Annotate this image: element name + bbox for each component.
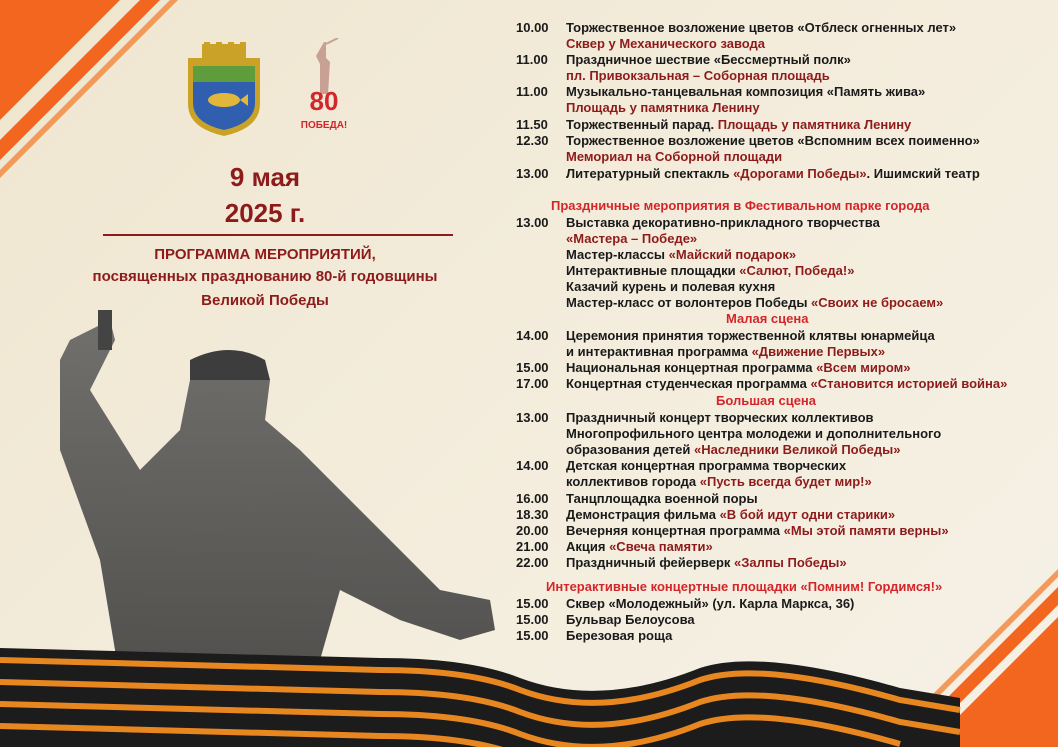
schedule-text: Детская концертная программа творческих xyxy=(566,458,847,473)
schedule-item xyxy=(516,117,911,133)
schedule-text: Праздничный концерт творческих коллективов xyxy=(566,410,874,425)
schedule-tail: . Ишимский театр xyxy=(866,166,980,181)
schedule-place xyxy=(566,68,830,84)
schedule-item xyxy=(566,295,943,311)
schedule-item xyxy=(566,344,885,360)
schedule-place-text: «Движение Первых» xyxy=(751,344,886,359)
schedule-item xyxy=(516,215,880,231)
st-george-ribbon xyxy=(0,638,1000,747)
schedule-place-text: «В бой идут одни старики» xyxy=(719,507,896,522)
schedule-place-text: «Дорогами Победы» xyxy=(733,166,867,181)
schedule-item xyxy=(516,376,1007,392)
schedule-text: коллективов города xyxy=(566,474,700,489)
schedule-text: Акция xyxy=(566,539,610,554)
schedule-item xyxy=(516,596,854,612)
schedule-time: 15.00 xyxy=(516,360,549,375)
schedule-place-text: Площадь у памятника Ленину xyxy=(717,117,912,132)
schedule-text: Выставка декоративно-прикладного творчества xyxy=(566,215,880,230)
schedule-place xyxy=(566,149,782,165)
schedule-time: 17.00 xyxy=(516,376,549,391)
schedule-place-text: «Наследники Великой Победы» xyxy=(693,442,901,457)
schedule-place-text: «Майский подарок» xyxy=(668,247,797,262)
schedule-text: Демонстрация фильма xyxy=(566,507,720,522)
schedule-text: Литературный спектакль xyxy=(566,166,734,181)
schedule-time: 10.00 xyxy=(516,20,549,35)
schedule-place xyxy=(566,36,765,52)
schedule-time: 21.00 xyxy=(516,539,549,554)
schedule-item xyxy=(566,279,775,295)
victory-80-logo xyxy=(296,38,352,138)
schedule-place-text: Площадь у памятника Ленину xyxy=(566,100,760,115)
schedule-time: 14.00 xyxy=(516,458,549,473)
schedule-place-text: «Салют, Победа!» xyxy=(739,263,855,278)
schedule-place-text: Сквер у Механического завода xyxy=(566,36,766,51)
schedule-item xyxy=(516,555,847,571)
schedule-time: 18.30 xyxy=(516,507,549,522)
schedule-time: 14.00 xyxy=(516,328,549,343)
schedule-item xyxy=(566,247,796,263)
schedule-text: Торжественный парад. xyxy=(566,117,718,132)
schedule-time: 20.00 xyxy=(516,523,549,538)
schedule-text: образования детей xyxy=(566,442,694,457)
schedule-text: Торжественное возложение цветов «Отблеск огненных лет» xyxy=(566,20,957,35)
schedule-text: Интерактивные площадки xyxy=(566,263,740,278)
big-stage-heading: Большая сцена xyxy=(716,393,817,408)
schedule-place xyxy=(566,231,697,247)
schedule-item xyxy=(566,426,941,442)
schedule-text: Танцплощадка военной поры xyxy=(566,491,758,506)
schedule-item xyxy=(516,328,935,344)
schedule-text: Торжественное возложение цветов «Вспомним всех поименно» xyxy=(566,133,980,148)
schedule-time: 13.00 xyxy=(516,166,549,181)
schedule-item xyxy=(516,491,758,507)
corner-stripes-top-left xyxy=(0,0,180,180)
program-title: ПРОГРАММА МЕРОПРИЯТИЙ, xyxy=(154,246,376,263)
schedule-text: Казачий курень и полевая кухня xyxy=(566,279,776,294)
schedule-time: 15.00 xyxy=(516,612,549,627)
schedule-place-text: пл. Привокзальная – Соборная площадь xyxy=(566,68,830,83)
schedule-text: Березовая роща xyxy=(566,628,673,643)
schedule-place xyxy=(566,100,760,116)
coat-of-arms-icon xyxy=(182,42,266,138)
schedule-item xyxy=(516,612,695,628)
schedule-text: Церемония принятия торжественной клятвы юнармейца xyxy=(566,328,935,343)
schedule-item xyxy=(516,539,713,555)
title-divider xyxy=(103,234,453,236)
schedule-item xyxy=(516,628,672,644)
schedule-item xyxy=(516,458,846,474)
logo-pobeda-text: ПОБЕДА! xyxy=(300,120,348,131)
schedule-item xyxy=(516,523,949,539)
schedule-place-text: «Своих не бросаем» xyxy=(811,295,944,310)
schedule-item xyxy=(566,263,854,279)
program-subtitle-2: Великой Победы xyxy=(201,292,329,309)
schedule-item xyxy=(516,20,956,36)
schedule-place-text: «Залпы Победы» xyxy=(734,555,847,570)
interactive-heading: Интерактивные концертные площадки «Помним! Гордимся!» xyxy=(546,579,943,594)
date-day: 9 мая xyxy=(229,162,301,192)
schedule-place-text: «Пусть всегда будет мир!» xyxy=(699,474,872,489)
schedule-item xyxy=(516,166,980,182)
festival-heading: Праздничные мероприятия в Фестивальном парке города xyxy=(551,198,930,213)
schedule-time: 15.00 xyxy=(516,596,549,611)
schedule-time: 16.00 xyxy=(516,491,549,506)
schedule-place-text: «Мы этой памяти верны» xyxy=(783,523,949,538)
schedule-place-text: «Становится историей война» xyxy=(810,376,1008,391)
schedule-place-text: «Всем миром» xyxy=(816,360,911,375)
schedule-text: Национальная концертная программа xyxy=(566,360,817,375)
schedule-text: Многопрофильного центра молодежи и дополнительного xyxy=(566,426,942,441)
schedule-item xyxy=(516,410,874,426)
schedule-item xyxy=(516,84,925,100)
small-stage-heading: Малая сцена xyxy=(726,311,809,326)
schedule-text: Мастер-класс от волонтеров Победы xyxy=(566,295,812,310)
schedule-text: Мастер-классы xyxy=(566,247,669,262)
logo-80-text: 80 xyxy=(309,86,339,116)
schedule-text: Вечерняя концертная программа xyxy=(566,523,784,538)
schedule-text: Концертная студенческая программа xyxy=(566,376,811,391)
schedule-time: 11.00 xyxy=(516,84,548,99)
schedule-text: и интерактивная программа xyxy=(566,344,752,359)
date-year: 2025 г. xyxy=(224,198,306,228)
schedule-place-text: «Мастера – Победе» xyxy=(566,231,698,246)
schedule-item xyxy=(516,133,980,149)
schedule-text: Музыкально-танцевальная композиция «Память жива» xyxy=(566,84,926,99)
schedule-time: 22.00 xyxy=(516,555,549,570)
schedule-text: Праздничный фейерверк xyxy=(566,555,735,570)
schedule-place-text: Мемориал на Соборной площади xyxy=(566,149,783,164)
schedule-item xyxy=(516,360,910,376)
schedule-time: 12.30 xyxy=(516,133,549,148)
schedule-time: 13.00 xyxy=(516,215,549,230)
schedule-text: Сквер «Молодежный» (ул. Карла Маркса, 36) xyxy=(566,596,855,611)
schedule-time: 15.00 xyxy=(516,628,549,643)
schedule-item xyxy=(516,507,895,523)
schedule-item xyxy=(566,474,872,490)
schedule-time: 13.00 xyxy=(516,410,549,425)
schedule-place-text: «Свеча памяти» xyxy=(609,539,713,554)
schedule-time: 11.00 xyxy=(516,52,548,67)
program-subtitle-1: посвященных празднованию 80-й годовщины xyxy=(92,268,438,285)
schedule-item xyxy=(516,52,851,68)
schedule-text: Бульвар Белоусова xyxy=(566,612,695,627)
schedule-text: Праздничное шествие «Бессмертный полк» xyxy=(566,52,851,67)
schedule-item xyxy=(566,442,900,458)
schedule-time: 11.50 xyxy=(516,117,548,132)
